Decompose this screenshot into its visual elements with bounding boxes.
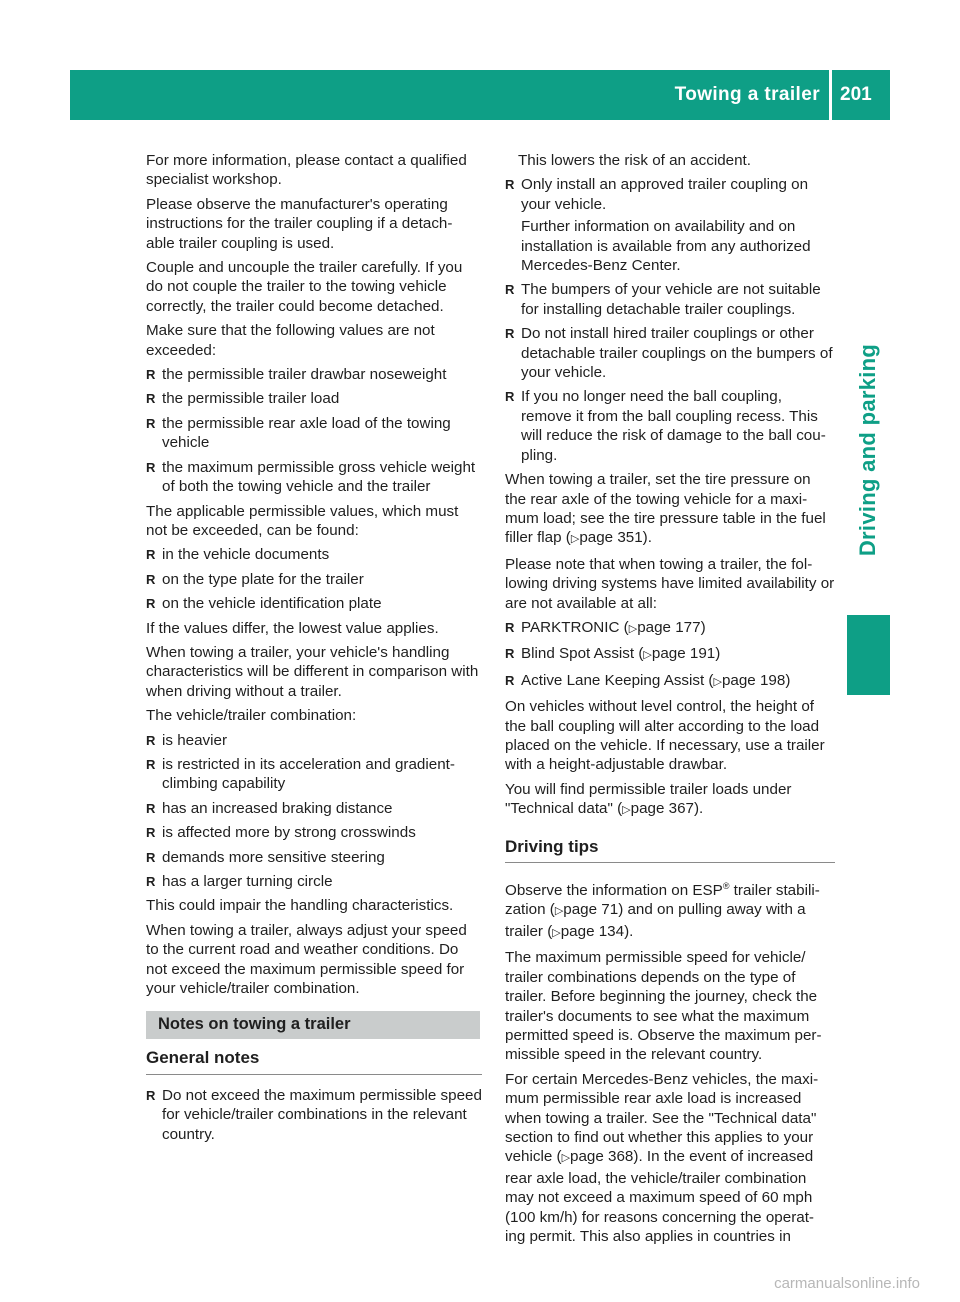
- bullet-list: [146, 545, 482, 613]
- bullet-icon: R: [146, 849, 156, 865]
- header-separator: [829, 70, 832, 120]
- watermark: carmanualsonline.info: [774, 1275, 920, 1292]
- paragraph: This could impair the handling characteristics.: [146, 897, 454, 915]
- bullet-icon: R: [146, 547, 156, 563]
- right-column: [505, 151, 835, 1251]
- bullet-icon: R: [505, 672, 515, 688]
- list-item: R on the vehicle identification plate: [146, 595, 382, 613]
- page-reference-link[interactable]: page 368: [570, 1148, 634, 1166]
- bullet-icon: R: [146, 825, 156, 841]
- bullet-icon: R: [146, 800, 156, 816]
- page-reference-link[interactable]: page 71: [563, 901, 619, 919]
- page-reference-link[interactable]: page 351: [579, 529, 643, 547]
- page-ref-arrow-icon: ▷: [713, 675, 722, 688]
- bullet-icon: R: [146, 391, 156, 407]
- page-ref-arrow-icon: ▷: [643, 649, 652, 662]
- list-item: R on the type plate for the trailer: [146, 570, 364, 588]
- page-ref-arrow-icon: ▷: [552, 926, 561, 939]
- paragraph: The maximum permissible speed for vehicle/ trailer combinations depends on the type of trailer. Before beginning the journey, check the trailer's documents to see what the maximum permitted speed is. Observe the maximum per- missible speed in the relevant country.: [505, 949, 822, 1064]
- bullet-icon: R: [505, 326, 515, 342]
- bullet-icon: R: [146, 367, 156, 383]
- bullet-icon: R: [146, 415, 156, 431]
- page-ref-arrow-icon: ▷: [554, 905, 564, 918]
- bullet-list: [505, 175, 835, 465]
- paragraph: Observe the information on ESP® trailer stabili- zation (▷page 71) and on pulling away with a trailer (▷page 134).: [505, 881, 820, 940]
- page-reference-link[interactable]: page 198: [721, 671, 786, 689]
- bullet-icon: R: [146, 756, 156, 772]
- list-item: R PARKTRONIC (▷page 177): [505, 618, 706, 636]
- paragraph: When towing a trailer, your vehicle's handling characteristics will be different in comparison with when driving without a trailer.: [146, 643, 479, 700]
- paragraph: For more information, please contact a qualified specialist workshop.: [146, 152, 467, 189]
- paragraph: Couple and uncouple the trailer carefully. If you do not couple the trailer to the towing vehicle correctly, the trailer could become detached.: [146, 259, 463, 315]
- bullet-list: [146, 731, 482, 892]
- list-item: R the permissible trailer drawbar noseweight: [146, 366, 447, 384]
- list-item: R If you no longer need the ball coupling, remove it from the ball coupling recess. This will reduce the risk of damage to the ball cou- pling.: [505, 388, 826, 464]
- paragraph: The applicable permissible values, which must not be exceeded, can be found:: [146, 502, 459, 539]
- bullet-list: [505, 618, 835, 692]
- paragraph: For certain Mercedes-Benz vehicles, the maxi- mum permissible rear axle load is increased when towing a trailer. See the "Technical data" section to find out whether this applies to your vehicle (▷page 368). In the event of increased rear axle load, the vehicle/trailer combination may not exceed a maximum speed of 60 mph (100 km/h) for reasons concerning the operat- ing permit. This also applies in countries in: [505, 1070, 819, 1245]
- list-item: R the permissible rear axle load of the towing vehicle: [146, 414, 451, 452]
- list-item: R Do not exceed the maximum permissible speed for vehicle/trailer combinations in the relevant country.: [146, 1087, 482, 1143]
- bullet-icon: R: [505, 646, 515, 662]
- subheading-general-notes: General notes: [146, 1048, 260, 1067]
- paragraph: If the values differ, the lowest value applies.: [146, 619, 439, 637]
- paragraph: When towing a trailer, always adjust your speed to the current road and weather conditions. Do not exceed the maximum permissible speed for your vehicle/trailer combination.: [146, 921, 467, 998]
- list-item: R has an increased braking distance: [146, 799, 393, 817]
- section-heading: Notes on towing a trailer: [158, 1015, 351, 1033]
- paragraph: The vehicle/trailer combination:: [146, 707, 357, 725]
- subheading-driving-tips: Driving tips: [505, 836, 599, 856]
- general-notes-list: [146, 1086, 482, 1144]
- page-reference-link[interactable]: page 134: [560, 922, 625, 940]
- page-reference-link[interactable]: page 367: [630, 800, 694, 818]
- list-item: R The bumpers of your vehicle are not suitable for installing detachable trailer couplings.: [505, 281, 821, 318]
- divider: [505, 862, 835, 863]
- paragraph: Make sure that the following values are not exceeded:: [146, 322, 435, 359]
- list-item: R the maximum permissible gross vehicle weight of both the towing vehicle and the trailer: [146, 458, 476, 496]
- list-item: R has a larger turning circle: [146, 873, 333, 890]
- page-ref-arrow-icon: ▷: [628, 622, 638, 635]
- bullet-icon: R: [146, 459, 156, 475]
- divider: [146, 1074, 482, 1075]
- paragraph: Please note that when towing a trailer, the fol- lowing driving systems have limited availability or are not available at all:: [505, 555, 835, 612]
- list-item: R the permissible trailer load: [146, 390, 340, 408]
- page-reference-link[interactable]: page 177: [637, 618, 701, 636]
- bullet-icon: R: [146, 732, 156, 748]
- list-item: R in the vehicle documents: [146, 546, 330, 564]
- page-ref-arrow-icon: ▷: [622, 804, 631, 817]
- paragraph: When towing a trailer, set the tire pressure on the rear axle of the towing vehicle for a maxi- mum load; see the tire pressure table in the fuel filler flap (▷page 351).: [505, 471, 826, 547]
- list-item: R Active Lane Keeping Assist (▷page 198): [505, 671, 791, 689]
- bullet-icon: R: [146, 1088, 156, 1103]
- list-item: R Blind Spot Assist (▷page 191): [505, 645, 721, 663]
- left-column: [146, 151, 482, 1003]
- chapter-tab-marker: [847, 615, 890, 695]
- bullet-icon: R: [505, 282, 515, 298]
- chapter-tab-label: Driving and parking: [855, 343, 880, 557]
- list-item-note: Further information on availability and on installation is available from any authorized Mercedes-Benz Center.: [521, 218, 811, 275]
- subheading-block: [505, 837, 835, 863]
- page-ref-arrow-icon: ▷: [561, 1152, 571, 1165]
- bullet-icon: R: [505, 619, 515, 635]
- bullet-icon: R: [505, 389, 515, 405]
- list-item: R demands more sensitive steering: [146, 848, 385, 866]
- list-item: R is affected more by strong crosswinds: [146, 824, 416, 842]
- list-item: R Only install an approved trailer coupling on your vehicle. Further information on availability and on installation is available from any authorized Mercedes-Benz Center.: [505, 175, 835, 275]
- list-item: R is heavier: [146, 731, 227, 749]
- bullet-list: [146, 365, 482, 496]
- page-title: Towing a trailer: [674, 84, 820, 105]
- bullet-icon: R: [146, 596, 156, 612]
- paragraph: You will find permissible trailer loads under "Technical data" (▷page 367).: [505, 780, 792, 818]
- bullet-icon: R: [505, 177, 515, 193]
- page-number: 201: [840, 84, 872, 105]
- page-reference-link[interactable]: page 191: [651, 645, 716, 663]
- list-item: R is restricted in its acceleration and gradient- climbing capability: [146, 755, 455, 793]
- paragraph: On vehicles without level control, the height of the ball coupling will alter according to the load placed on the vehicle. If necessary, use a trailer with a height-adjustable drawbar.: [505, 698, 825, 774]
- paragraph: This lowers the risk of an accident.: [518, 152, 751, 169]
- bullet-icon: R: [146, 571, 156, 587]
- list-item: R Do not install hired trailer couplings or other detachable trailer couplings on the bumpers of your vehicle.: [505, 325, 833, 382]
- page-ref-arrow-icon: ▷: [570, 533, 580, 546]
- paragraph: Please observe the manufacturer's operating instructions for the trailer coupling if a detach- able trailer coupling is used.: [146, 195, 453, 252]
- bullet-icon: R: [146, 874, 156, 889]
